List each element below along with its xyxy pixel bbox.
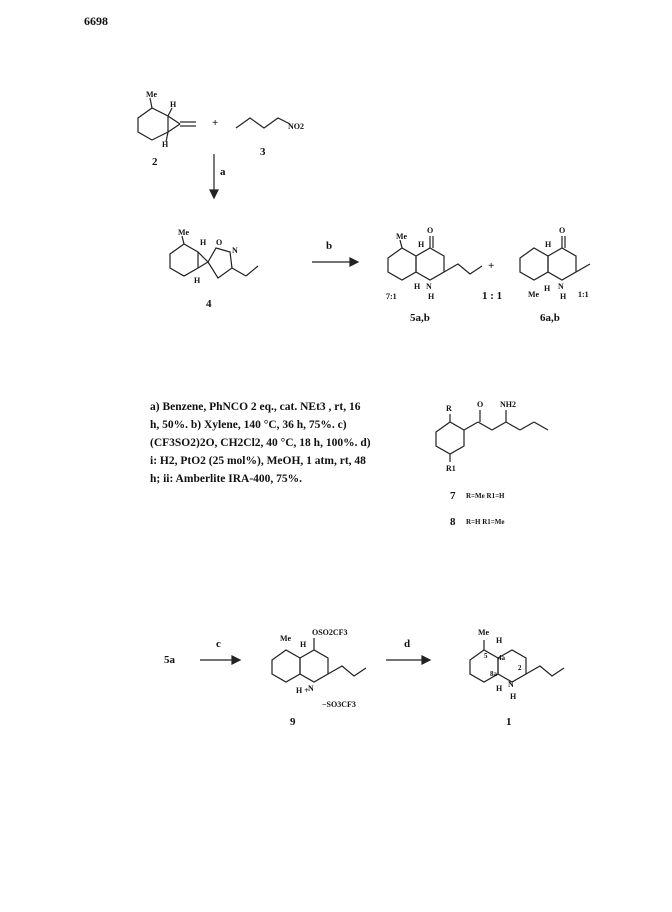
atom-h: H (544, 284, 551, 293)
atom-h: H (414, 282, 421, 291)
locant-8a: 8a (490, 670, 497, 678)
atom-h: H (300, 640, 307, 649)
atom-h: H (428, 292, 435, 301)
arrow-label-b: b (326, 240, 333, 252)
atom-h: H (510, 692, 517, 701)
structure-2 (138, 98, 196, 142)
arrow-b (312, 258, 358, 266)
atom-n: N (426, 282, 432, 291)
structure-1 (470, 640, 564, 682)
atom-h: H (162, 140, 169, 149)
atom-me: Me (280, 634, 292, 643)
compound-label-2: 2 (152, 156, 158, 168)
compound-label-9: 9 (290, 716, 296, 728)
arrow-d (386, 656, 430, 664)
page-number: 6698 (84, 14, 108, 28)
compound-label-8: 8 (450, 516, 456, 528)
substituent-definition-8: R=H R1=Me (466, 518, 505, 526)
structure-7-8 (436, 410, 548, 462)
atom-me: Me (178, 228, 190, 237)
atom-h: H (418, 240, 425, 249)
atom-n: N (558, 282, 564, 291)
atom-me: Me (396, 232, 408, 241)
compound-label-6ab: 6a,b (540, 312, 560, 324)
atom-o: O (216, 238, 223, 247)
atom-h: H (170, 100, 177, 109)
atom-no2: NO2 (288, 122, 304, 131)
arrow-a (210, 154, 218, 198)
structure-3 (236, 118, 290, 128)
atom-nh2: NH2 (500, 400, 516, 409)
structure-9 (272, 638, 366, 682)
compound-label-5a: 5a (164, 654, 175, 666)
atom-n: N (308, 684, 314, 693)
plus-sign: + (488, 260, 495, 272)
ratio-label: 1:1 (578, 290, 589, 299)
compound-label-3: 3 (260, 146, 266, 158)
atom-r1: R1 (446, 464, 456, 473)
atom-n: N (508, 680, 514, 689)
arrow-c (200, 656, 240, 664)
arrow-label-a: a (220, 166, 226, 178)
atom-h: H (545, 240, 552, 249)
atom-o: O (559, 226, 566, 235)
atom-r: R (446, 404, 452, 413)
atom-h: H (496, 684, 503, 693)
atom-me: Me (478, 628, 490, 637)
atom-n: N (232, 246, 238, 255)
atom-otf: OSO2CF3 (312, 628, 348, 637)
substituent-definition-7: R=Me R1=H (466, 492, 505, 500)
ratio-label: 7:1 (386, 292, 397, 301)
atom-me: Me (528, 290, 540, 299)
atom-h: H (194, 276, 201, 285)
arrow-label-d: d (404, 638, 411, 650)
atom-h: H (560, 292, 567, 301)
atom-o: O (477, 400, 484, 409)
compound-label-7: 7 (450, 490, 456, 502)
arrow-label-c: c (216, 638, 221, 650)
compound-label-4: 4 (206, 298, 212, 310)
structure-5ab (388, 236, 482, 280)
locant-5: 5 (484, 652, 488, 660)
atom-h-plus: H + (296, 686, 309, 695)
locant-4a: 4a (498, 654, 505, 662)
atom-me: Me (146, 90, 158, 99)
plus-sign: + (212, 117, 219, 129)
structure-6ab (520, 236, 590, 280)
reaction-conditions: a) Benzene, PhNCO 2 eq., cat. NEt3 , rt, 16 h, 50%. b) Xylene, 140 °C, 36 h, 75%. c) (CF3SO2)2O, CH2Cl2, 40 °C, 18 h, 100%. d) i: H2, PtO2 (25 mol%), MeOH, 1 atm, rt, 48 h; ii: Amberlite IRA-400, 75%. (150, 401, 371, 485)
counterion-triflate: −SO3CF3 (322, 700, 356, 709)
atom-h: H (496, 636, 503, 645)
ratio-label: 1 : 1 (482, 290, 503, 302)
structure-4 (170, 236, 258, 278)
compound-label-1: 1 (506, 716, 512, 728)
locant-2: 2 (518, 664, 522, 672)
compound-label-5ab: 5a,b (410, 312, 430, 324)
atom-o: O (427, 226, 434, 235)
atom-h: H (200, 238, 207, 247)
